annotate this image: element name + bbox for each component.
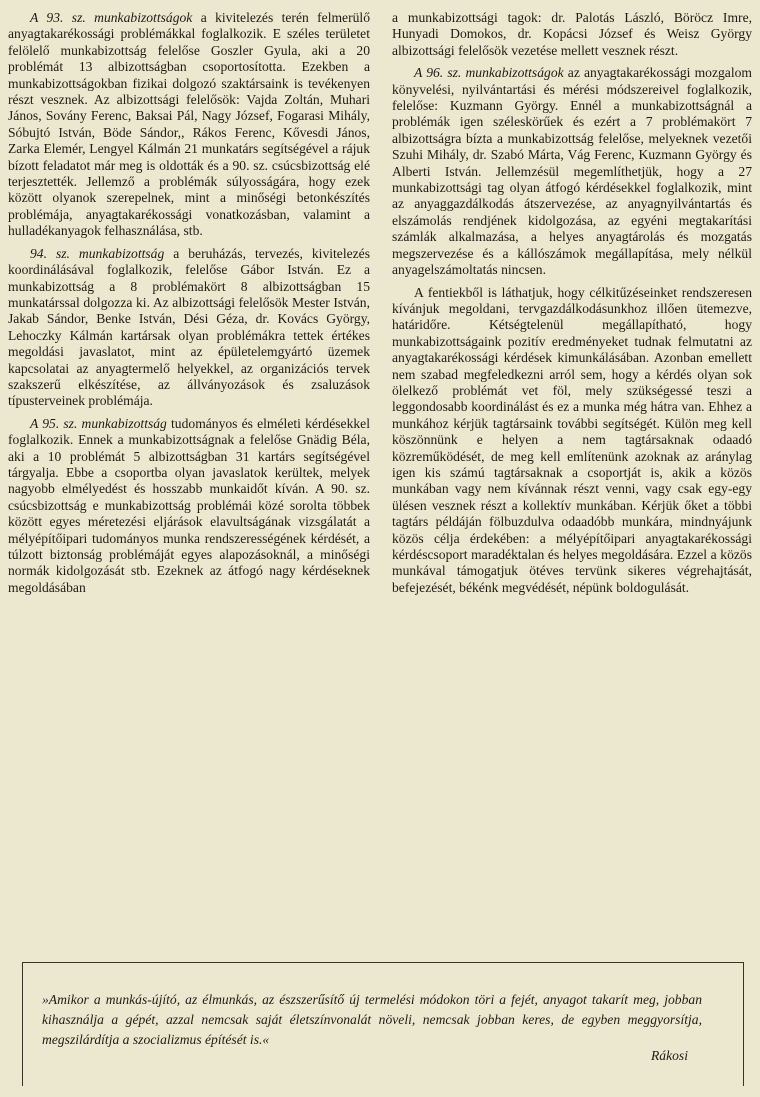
paragraph-text: az anyagtakarékossági mozgalom könyvelési, nyilvántartási és mérési módszereivel foglalkozik, felelőse: Kuzmann György. Ennél a munkabizottságnál a problémák igen széleskörűek és ezért a 7 problémakört 7 albizottságra bízta a munkabizottság felelőse, melyeknek vezetői Szuhi Mihály, dr. Szabó Márta, Vág Ferenc, Kuzmann György és Alberti István. Jellemzésül megemlíthetjük, hogy a 27 munkabizottsági tag olyan átfogó kérdésekkel foglalkozik, mint az anyaggazdálkodás átszervezése, az anyagnyilvántartás és elszámolás rendjének kidolgozása, az egyéni megtakarítási számlák alkalmazása, a helyes anyagtárolás és mozgatás megszervezése és a kállószámok megállapítása, mely nélkül anyagelszámoltatás nincsen. xyxy=(392,65,752,278)
paragraph-text: a munkabizottsági tagok: dr. Palotás László, Böröcz Imre, Hunyadi Domokos, dr. Kopácsi József és Weisz György albizottsági felelősök vezetése mellett vesznek részt. xyxy=(392,10,752,58)
right-column xyxy=(392,10,752,602)
paragraph-95 xyxy=(8,416,370,596)
left-column xyxy=(8,10,370,602)
paragraph-94 xyxy=(8,246,370,410)
paragraph-text: A fentiekből is láthatjuk, hogy célkitűzéseinket rendszeresen kívánjuk megoldani, tervgazdálkodásunkhoz illően ütemezve, határidőre. Kétségtelenül megállapítható, hogy munkabizottságaink pozitív eredményeket tudnak felmutatni az anyagtakarékossági kérdések kimunkálásában. Azonban emellett nem szabad megfeledkezni arról sem, hogy a kérdés olyan sok ölelkező problémát vet föl, mely szükségessé teszi a leggondosabb koordinálást és ez a munka még hátra van. Ehhez a munkához kérjük tagtársaink további segítségét. Külön meg kell köszönnünk e helyen a nem tagtársaknak odaadó közreműködését, de meg kell említenünk azoknak az aránylag igen kis számú tagtársaknak a csoportját is, akik a közös munkában vagy nem kívánnak részt venni, vagy csak egy-egy ülésen vesznek részt a kollektív munkában. Kérjük őket a többi tagtárs példáján fölbuzdulva odaadóbb munkára, mindnyájunk közös célja érdekében: a mélyépítőipari anyagtakarékossági kérdéscsoport maradéktalan és helyes megoldására. Ezzel a közös munkával támogatjuk ötéves tervünk sikeres végrehajtását, befejezését, békénk megvédését, népünk boldogulását. xyxy=(392,284,752,595)
paragraph-93 xyxy=(8,10,370,240)
paragraph-lead: 94. sz. munkabizottság xyxy=(30,245,165,261)
paragraph-lead: A 96. sz. munkabizottságok xyxy=(414,65,564,81)
paragraph-lead: A 93. sz. munkabizottságok xyxy=(30,10,193,25)
quote-text: »Amikor a munkás-újító, az élmunkás, az észszerűsítő új termelési módokon töri a fejét, anyagot takarít meg, jobban kihasználja a gépét, azzal nemcsak saját életszínvonalát növeli, nemcsak jobban keres, de egyben meggyorsítja, megszilárdítja a szocializmus építését is.« xyxy=(42,992,702,1047)
paragraph-conclusion xyxy=(392,285,752,597)
paragraph-text: tudományos és elméleti kérdésekkel foglalkozik. Ennek a munkabizottságnak a felelőse Gnädig Béla, aki a 10 problémát 5 albizottságban 31 kartárs segítségével tárgyalja. Ebbe a csoportba olyan javaslatok kerültek, melyek nagyobb elmélyedést és hosszabb munkaidőt kíván. A 90. sz. csúcsbizottság e munkabizottság problémái közé sorolta többek között egyes méretezési eljárások elavultságának vizsgálatát a mélyépítőipari tudományos munka rendszerességének kérdését, a túlzott biztonság problémáját egyes alapozásoknál, a minőségi normák kidolgozását stb. Ezeknek az átfogó nagy kérdéseknek megoldásában xyxy=(8,415,370,595)
quote-author: Rákosi xyxy=(651,1048,688,1063)
paragraph-lead: A 95. sz. munkabizottság xyxy=(30,415,167,431)
paragraph-95-continued xyxy=(392,10,752,59)
paragraph-96 xyxy=(392,65,752,278)
paragraph-text: a kivitelezés terén felmerülő anyagtakarékossági problémákkal foglalkozik. E széles területet felölelő munkabizottság felelőse Goszler Gyula, aki a 20 problémát 13 albizottságban csoportosította. Ezekben a munkabizottságokban fizikai dolgozó szaktársaink is tevékenyen részt vesznek. Az albizottsági felelősök: Vajda Zoltán, Muhari János, Sovány Ferenc, Baksai Pál, Nagy József, Fogarasi Mihály, Sóbujtó István, Böde Sándor,, Rákos Ferenc, Kővesdi János, Zarka Elemér, Lengyel Kálmán 21 munkatárs segítségével a rájuk bízott feladatot már meg is oldották és a 90. sz. csúcsbizottság elé terjesztették. Jellemző a problémák súlyosságára, hogy ezek között olyanok szerepelnek, mint a minőségi betonkészítés problémája, anyagtakarékossági vonatkozásban, valamint a hulladékanyagok felhasználása, stb. xyxy=(8,10,370,239)
paragraph-text: a beruházás, tervezés, kivitelezés koordinálásával foglalkozik, felelőse Gábor István. Ez a munkabizottság a 8 problémakört 8 albizottságban 15 munkatárssal dolgozza ki. Az albizottsági felelősök Mester István, Jakab Sándor, Benke István, Dési Géza, dr. Kovács György, Lehoczky Kálmán kartársak olyan problémákra tettek értékes megoldási javaslatot, mint az épületelemgyártó üzemek kapcsolatai az anyagtermelő helyekkel, az organizációs tervek szakszerű elkészítése, az állványozások és zsaluzások típusterveinek problémája. xyxy=(8,245,370,409)
